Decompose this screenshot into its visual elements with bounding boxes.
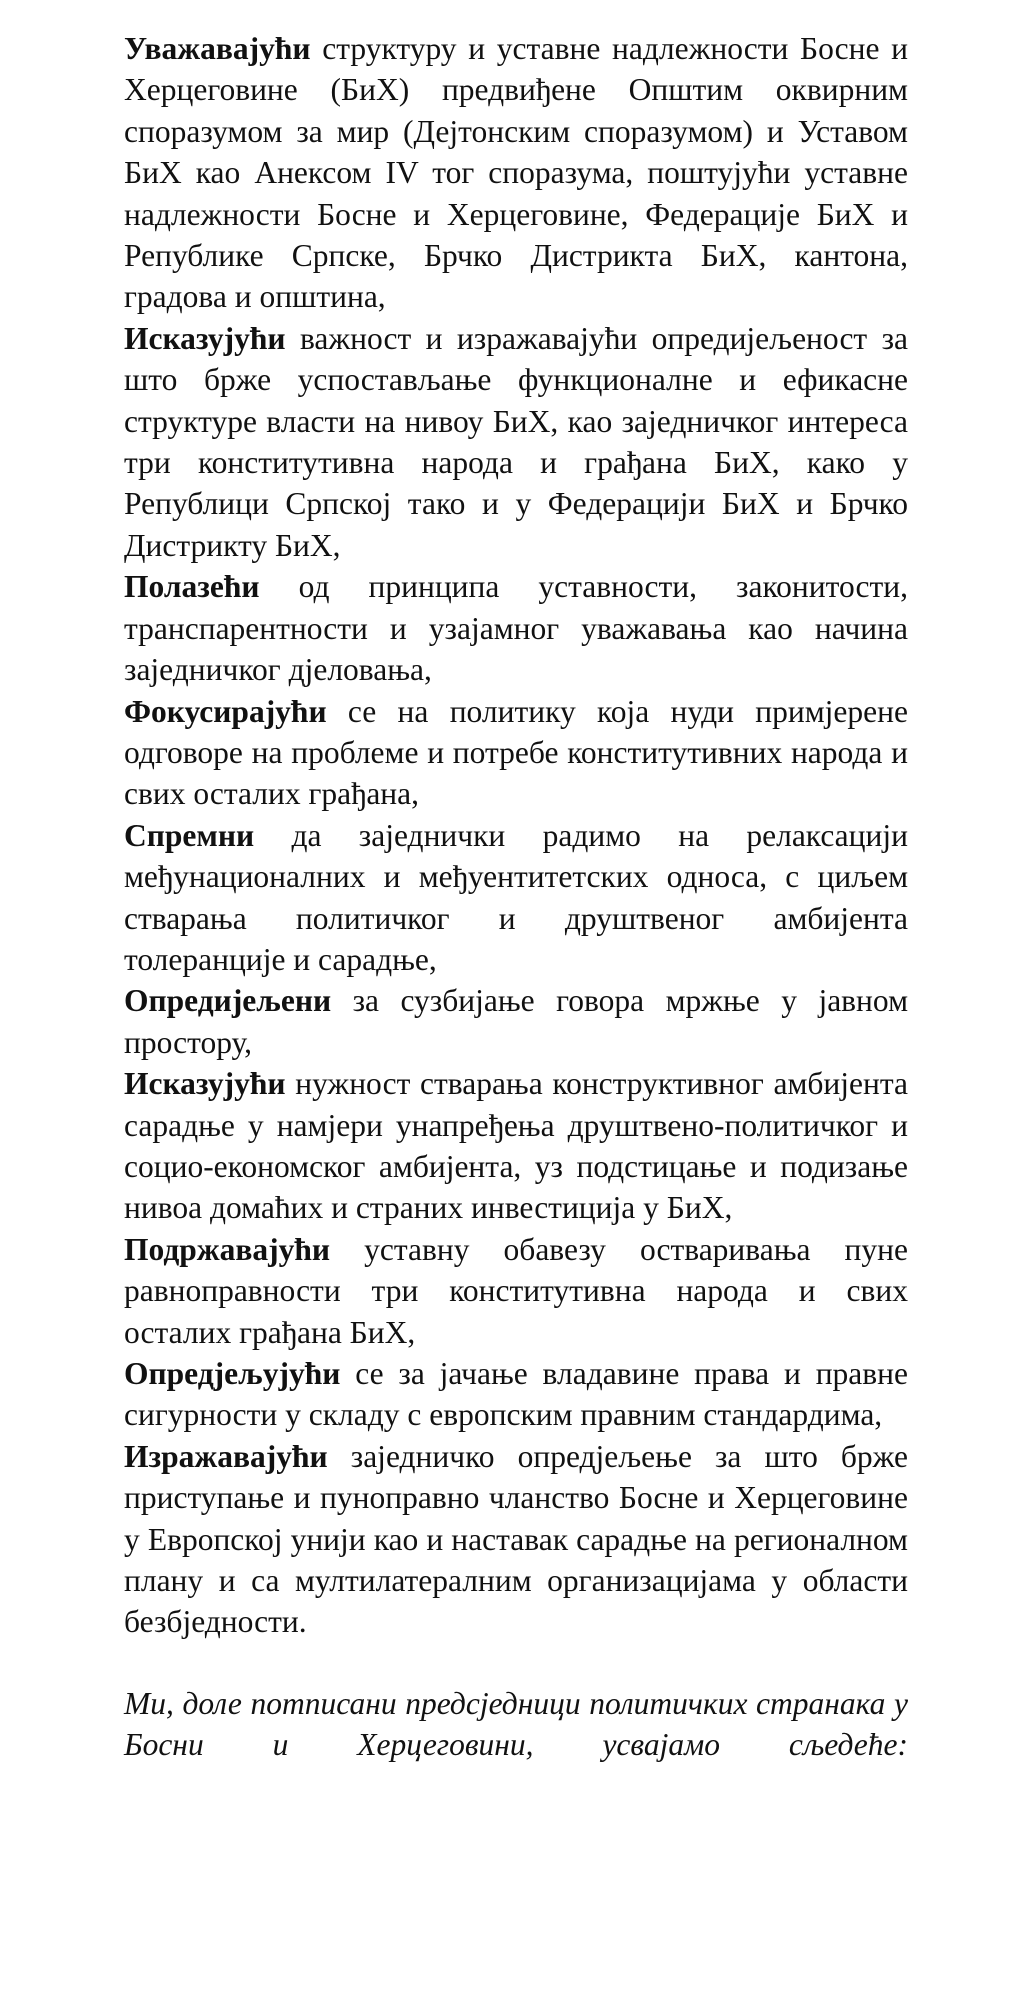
- clause-text: од принципа уставности, законитости, транспарентности и узајамног уважавања као начина заједничког дјеловања,: [124, 569, 908, 688]
- clause-5: [124, 815, 908, 981]
- clause-text: се за јачање владавине права и правне сигурности у складу с европским правним стандардима,: [124, 1356, 908, 1433]
- clause-text: да заједнички радимо на релаксацији међунационалних и међуентитетских односа, с циљем стварања политичког и друштвеног амбијента толеранције и сарадње,: [124, 817, 908, 977]
- clause-text: структуру и уставне надлежности Босне и Херцеговине (БиХ) предвиђене Општим оквирним споразумом за мир (Дејтонским споразумом) и Уставом БиХ као Анексом IV тог споразума, поштујући уставне надлежности Босне и Херцеговине, Федерације БиХ и Републике Српске, Брчко Дистрикта БиХ, кантона, градова и општина,: [124, 31, 908, 315]
- clause-lead: Изражавајући: [124, 1438, 328, 1474]
- clause-text: важност и изражавајући опредијељеност за што брже успостављање функционалне и ефикасне структуре власти на нивоу БиХ, као заједничког интереса три конститутивна народа и грађана БиХ, како у Републици Српској тако и у Федерацији БиХ и Брчко Дистрикту БиХ,: [124, 320, 908, 563]
- clause-lead: Подржавајући: [124, 1231, 331, 1267]
- clause-lead: Исказујући: [124, 320, 286, 356]
- clause-6: [124, 980, 908, 1063]
- clause-1: [124, 28, 908, 318]
- clause-8: [124, 1229, 908, 1353]
- clause-text: за сузбијање говора мржње у јавном простору,: [124, 983, 908, 1060]
- clause-3: [124, 566, 908, 690]
- clause-4: [124, 691, 908, 815]
- clause-text: нужност стварања конструктивног амбијента сарадње у намјери унапређења друштвено-политичког и социо-економског амбијента, уз подстицање и подизање нивоа домаћих и страних инвестиција у БиХ,: [124, 1066, 908, 1226]
- clause-lead: Фокусирајући: [124, 693, 327, 729]
- clause-text: заједничко опредјељење за што брже приступање и пуноправно чланство Босне и Херцеговине у Европској унији као и наставак сарадње на регионалном плану и са мултилатералним организацијама у области безбједности.: [124, 1438, 908, 1640]
- clause-lead: Опредјељујући: [124, 1356, 341, 1391]
- clause-lead: Опредијељени: [124, 983, 332, 1019]
- document-page: [124, 28, 908, 1766]
- clause-7: [124, 1063, 908, 1229]
- clause-lead: Исказујући: [124, 1066, 286, 1102]
- closing-statement: Ми, доле потписани предсједници политичких странака у Босни и Херцеговини, усвајамо сљедеће:: [124, 1685, 908, 1763]
- clause-9: [124, 1353, 908, 1436]
- clause-text: се на политику која нуди примјерене одговоре на проблеме и потребе конститутивних народа и свих осталих грађана,: [124, 693, 908, 812]
- clause-lead: Уважавајући: [124, 31, 311, 66]
- clause-lead: Спремни: [124, 817, 255, 853]
- clause-lead: Полазећи: [124, 569, 260, 605]
- clause-10: [124, 1436, 908, 1643]
- clause-2: [124, 318, 908, 566]
- clause-text: уставну обавезу остваривања пуне равноправности три конститутивна народа и свих осталих грађана БиХ,: [124, 1231, 908, 1350]
